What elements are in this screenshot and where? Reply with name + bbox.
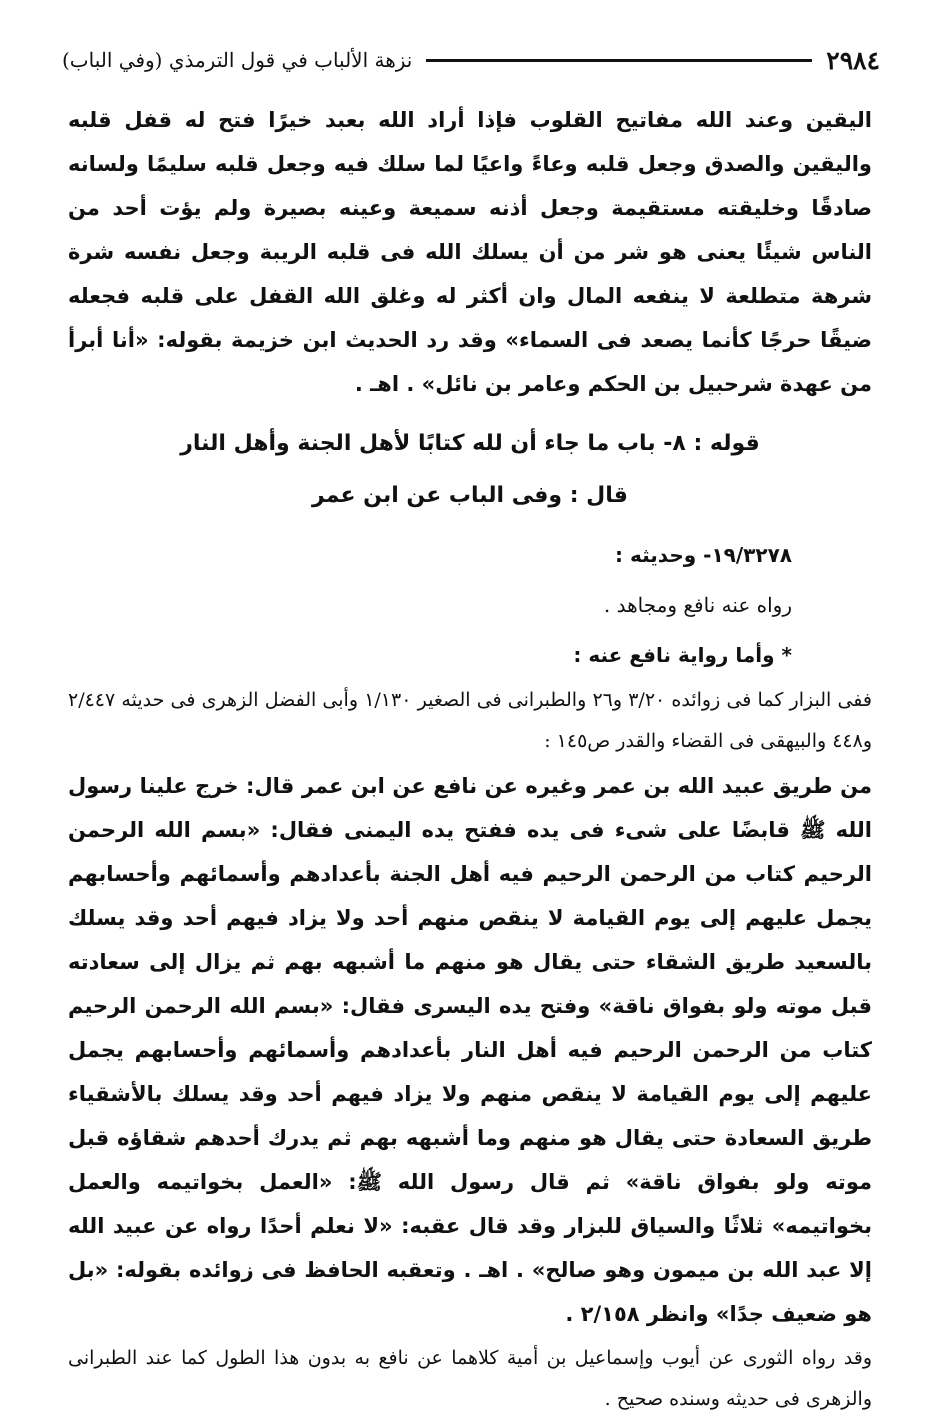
narrators-line: رواه عنه نافع ومجاهد . — [603, 593, 792, 617]
closing-paragraph: وقد رواه الثورى عن أيوب وإسماعيل بن أمية كلاهما عن نافع به بدون هذا الطول كما عند الطبرانى والزهرى فى حديثه وسنده صحيح . — [68, 1347, 872, 1410]
intro-paragraph: اليقين وعند الله مفاتيح القلوب فإذا أراد الله بعبد خيرًا فتح له قفل قلبه واليقين والصدق وجعل قلبه وعاءً واعيًا لما سلك فيه وجعل قلبه سليمًا ولسانه صادقًا وخليقته مستقيمة وجعل أذنه سميعة وعينه بصيرة ولم يؤت أحد من الناس شيئًا يعنى هو شر من أن يسلك الله فى قلبه الريبة وجعل نفسه شرة شرهة متطلعة لا ينفعه المال وان أكثر له وغلق الله القفل على قلبه فجعله ضيقًا حرجًا كأنما يصعد فى السماء» وقد رد الحديث ابن خزيمة بقوله: «أنا أبرأ من عهدة شرحبيل بن الحكم وعامر بن نائل» . اهـ . — [68, 108, 872, 396]
page-content — [68, 98, 872, 1420]
chapter-subheading: قال : وفى الباب عن ابن عمر — [312, 483, 628, 508]
hadith-intro-section — [68, 530, 872, 680]
chapter-heading: قوله : ٨- باب ما جاء أن لله كتابًا لأهل الجنة وأهل النار — [180, 431, 760, 456]
page-number: ٢٩٨٤ — [826, 45, 880, 75]
sources-paragraph: ففى البزار كما فى زوائده ٣/٢٠ و٢٦ والطبرانى فى الصغير ١/١٣٠ وأبى الفضل الزهرى فى حديثه ٢/٤٤٧ و٤٤٨ والبيهقى فى القضاء والقدر ص١٤٥ : — [68, 689, 872, 752]
page-header — [62, 40, 880, 80]
header-rule — [426, 59, 812, 62]
running-title: نزهة الألباب في قول الترمذي (وفي الباب) — [62, 48, 413, 72]
nafi-narration-heading: * وأما رواية نافع عنه : — [573, 643, 792, 667]
hadith-number-line: ١٩/٣٢٧٨- وحديثه : — [615, 543, 792, 567]
main-hadith-text: من طريق عبيد الله بن عمر وغيره عن نافع عن ابن عمر قال: خرج علينا رسول الله ﷺ قابضًا على شىء فى يده ففتح يده اليمنى فقال: «بسم الله الرحمن الرحيم كتاب من الرحمن الرحيم فيه أهل الجنة بأعدادهم وأسمائهم وأحسابهم يجمل عليهم إلى يوم القيامة لا ينقص منهم أحد ولا يزاد فيهم أحد وقد يسلك بالسعيد طريق الشقاء حتى يقال هو منهم ما أشبهه بهم ثم يزال إلى سعادته قبل موته ولو بفواق ناقة» وفتح يده اليسرى فقال: «بسم الله الرحمن الرحيم كتاب من الرحمن الرحيم فيه أهل النار بأعدادهم وأسمائهم وأحسابهم يجمل عليهم إلى يوم القيامة لا ينقص منهم ولا يزاد فيهم أحد وقد يسلك بالأشقياء طريق السعادة حتى يقال هو منهم وما أشبهه بهم ثم يدرك أحدهم شقاؤه قبل موته ولو بفواق ناقة» ثم قال رسول الله ﷺ: «العمل بخواتيمه والعمل بخواتيمه» ثلاثًا والسياق للبزار وقد قال عقبه: «لا نعلم أحدًا رواه عن عبيد الله إلا عبد الله بن ميمون وهو صالح» . اهـ . وتعقبه الحافظ فى زوائده بقوله: «بل هو ضعيف جدًا» وانظر ٢/١٥٨ . — [68, 774, 872, 1326]
